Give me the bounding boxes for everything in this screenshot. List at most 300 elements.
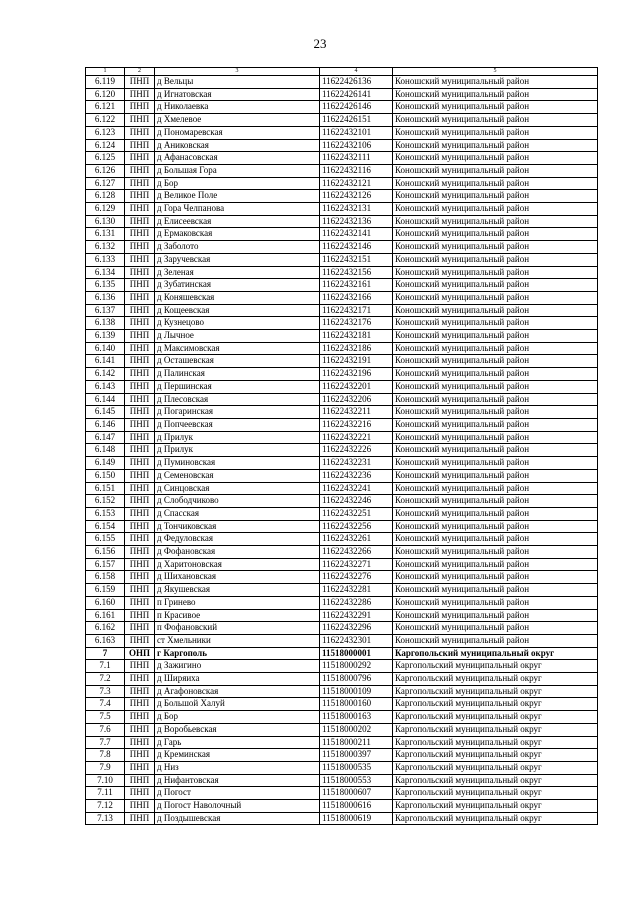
municipality-name: Каргопольский муниципальный округ	[393, 660, 598, 673]
oktmo-code: 11518000535	[320, 761, 393, 774]
row-number: 6.161	[86, 609, 125, 622]
municipality-name: Каргопольский муниципальный округ	[393, 749, 598, 762]
municipality-name: Коношский муниципальный район	[393, 317, 598, 330]
column-number: 2	[125, 68, 155, 76]
municipality-name: Коношский муниципальный район	[393, 126, 598, 139]
oktmo-code: 11518000211	[320, 736, 393, 749]
settlement-type: ПНП	[125, 520, 155, 533]
settlement-type: ПНП	[125, 596, 155, 609]
municipality-name: Коношский муниципальный район	[393, 622, 598, 635]
settlement-name: п Красивое	[155, 609, 320, 622]
settlement-type: ПНП	[125, 622, 155, 635]
settlement-type: ПНП	[125, 800, 155, 813]
oktmo-code: 11622432291	[320, 609, 393, 622]
oktmo-code: 11622432136	[320, 215, 393, 228]
row-number: 6.126	[86, 164, 125, 177]
table-row	[86, 507, 598, 520]
settlement-name: д Синцовская	[155, 482, 320, 495]
table-row	[86, 203, 598, 216]
settlement-name: д Плесовская	[155, 393, 320, 406]
settlement-name: д Низ	[155, 761, 320, 774]
settlement-name: д Заручевская	[155, 253, 320, 266]
municipality-name: Коношский муниципальный район	[393, 444, 598, 457]
settlement-name: д Игнатовская	[155, 88, 320, 101]
settlement-name: д Заболото	[155, 241, 320, 254]
settlement-type: ПНП	[125, 266, 155, 279]
settlement-type: ОНП	[125, 647, 155, 660]
row-number: 7	[86, 647, 125, 660]
settlement-name: д Афанасовская	[155, 152, 320, 165]
settlement-type: ПНП	[125, 342, 155, 355]
settlement-name: д Хмелевое	[155, 114, 320, 127]
municipality-name: Коношский муниципальный район	[393, 152, 598, 165]
settlement-name: д Першинская	[155, 380, 320, 393]
municipality-name: Коношский муниципальный район	[393, 291, 598, 304]
row-number: 6.149	[86, 457, 125, 470]
settlement-name: д Осташевская	[155, 355, 320, 368]
settlement-type: ПНП	[125, 711, 155, 724]
row-number: 6.157	[86, 558, 125, 571]
table-row	[86, 444, 598, 457]
oktmo-code: 11622432286	[320, 596, 393, 609]
municipality-name: Коношский муниципальный район	[393, 571, 598, 584]
settlement-name: д Воробьевская	[155, 723, 320, 736]
table-row	[86, 253, 598, 266]
table-row	[86, 266, 598, 279]
settlement-name: д Гарь	[155, 736, 320, 749]
municipality-name: Коношский муниципальный район	[393, 304, 598, 317]
settlement-type: ПНП	[125, 330, 155, 343]
settlement-name: д Нифантовская	[155, 774, 320, 787]
row-number: 6.155	[86, 533, 125, 546]
municipality-name: Каргопольский муниципальный округ	[393, 647, 598, 660]
oktmo-code: 11622432216	[320, 418, 393, 431]
table-row	[86, 609, 598, 622]
table-row	[86, 368, 598, 381]
municipality-name: Коношский муниципальный район	[393, 482, 598, 495]
row-number: 7.12	[86, 800, 125, 813]
row-number: 7.7	[86, 736, 125, 749]
table-row	[86, 76, 598, 89]
table-row	[86, 291, 598, 304]
row-number: 6.132	[86, 241, 125, 254]
settlement-name: п Гринево	[155, 596, 320, 609]
settlement-name: д Погаринская	[155, 406, 320, 419]
row-number: 6.137	[86, 304, 125, 317]
settlement-name: д Погост	[155, 787, 320, 800]
settlement-name: д Гора Челпанова	[155, 203, 320, 216]
municipality-name: Коношский муниципальный район	[393, 164, 598, 177]
settlement-name: д Слободчиково	[155, 495, 320, 508]
settlement-type: ПНП	[125, 482, 155, 495]
row-number: 6.129	[86, 203, 125, 216]
settlement-type: ПНП	[125, 736, 155, 749]
table-row	[86, 482, 598, 495]
municipality-name: Коношский муниципальный район	[393, 457, 598, 470]
settlement-type: ПНП	[125, 164, 155, 177]
row-number: 6.160	[86, 596, 125, 609]
row-number: 6.145	[86, 406, 125, 419]
municipality-name: Коношский муниципальный район	[393, 546, 598, 559]
municipality-name: Коношский муниципальный район	[393, 330, 598, 343]
oktmo-code: 11622426146	[320, 101, 393, 114]
table-row	[86, 126, 598, 139]
row-number: 6.139	[86, 330, 125, 343]
table-row	[86, 800, 598, 813]
settlement-type: ПНП	[125, 88, 155, 101]
settlement-name: д Великое Поле	[155, 190, 320, 203]
settlement-name: д Креминская	[155, 749, 320, 762]
table-row	[86, 114, 598, 127]
table-row	[86, 495, 598, 508]
settlements-table	[85, 67, 598, 825]
row-number: 6.119	[86, 76, 125, 89]
municipality-name: Каргопольский муниципальный округ	[393, 812, 598, 825]
settlement-name: д Фофановская	[155, 546, 320, 559]
row-number: 6.135	[86, 279, 125, 292]
oktmo-code: 11622432141	[320, 228, 393, 241]
table-row	[86, 241, 598, 254]
settlement-type: ПНП	[125, 406, 155, 419]
row-number: 6.130	[86, 215, 125, 228]
oktmo-code: 11622432161	[320, 279, 393, 292]
oktmo-code: 11622432126	[320, 190, 393, 203]
settlement-type: ПНП	[125, 114, 155, 127]
settlement-name: д Шихановская	[155, 571, 320, 584]
row-number: 7.10	[86, 774, 125, 787]
settlement-name: д Николаевка	[155, 101, 320, 114]
column-numbers-row	[86, 68, 598, 76]
column-number: 3	[155, 68, 320, 76]
oktmo-code: 11622432231	[320, 457, 393, 470]
settlement-name: д Вельцы	[155, 76, 320, 89]
column-number: 5	[393, 68, 598, 76]
municipality-name: Коношский муниципальный район	[393, 355, 598, 368]
row-number: 6.123	[86, 126, 125, 139]
oktmo-code: 11622432206	[320, 393, 393, 406]
oktmo-code: 11518000109	[320, 685, 393, 698]
settlement-name: д Максимовская	[155, 342, 320, 355]
settlement-name: д Большая Гора	[155, 164, 320, 177]
settlement-name: д Ширяиха	[155, 673, 320, 686]
oktmo-code: 11518000001	[320, 647, 393, 660]
municipality-name: Коношский муниципальный район	[393, 241, 598, 254]
settlement-name: д Зеленая	[155, 266, 320, 279]
oktmo-code: 11518000553	[320, 774, 393, 787]
municipality-name: Коношский муниципальный район	[393, 177, 598, 190]
oktmo-code: 11622432191	[320, 355, 393, 368]
row-number: 6.125	[86, 152, 125, 165]
table-row	[86, 418, 598, 431]
oktmo-code: 11518000619	[320, 812, 393, 825]
settlement-name: д Ермаковская	[155, 228, 320, 241]
municipality-name: Каргопольский муниципальный округ	[393, 673, 598, 686]
municipality-name: Коношский муниципальный район	[393, 634, 598, 647]
table-row	[86, 190, 598, 203]
municipality-name: Коношский муниципальный район	[393, 368, 598, 381]
settlement-type: ПНП	[125, 279, 155, 292]
table-body	[86, 68, 598, 825]
settlement-name: д Большой Халуй	[155, 698, 320, 711]
municipality-name: Каргопольский муниципальный округ	[393, 711, 598, 724]
municipality-name: Каргопольский муниципальный округ	[393, 736, 598, 749]
table-row	[86, 622, 598, 635]
column-number: 4	[320, 68, 393, 76]
column-number: 1	[86, 68, 125, 76]
row-number: 7.2	[86, 673, 125, 686]
table-row	[86, 736, 598, 749]
oktmo-code: 11622432201	[320, 380, 393, 393]
oktmo-code: 11622432186	[320, 342, 393, 355]
municipality-name: Коношский муниципальный район	[393, 88, 598, 101]
row-number: 6.131	[86, 228, 125, 241]
settlement-type: ПНП	[125, 76, 155, 89]
settlement-type: ПНП	[125, 393, 155, 406]
table-row	[86, 177, 598, 190]
settlement-type: ПНП	[125, 380, 155, 393]
settlement-type: ПНП	[125, 558, 155, 571]
settlement-type: ПНП	[125, 355, 155, 368]
municipality-name: Коношский муниципальный район	[393, 228, 598, 241]
table-row	[86, 355, 598, 368]
table-row	[86, 457, 598, 470]
settlement-type: ПНП	[125, 507, 155, 520]
municipality-name: Коношский муниципальный район	[393, 393, 598, 406]
settlement-type: ПНП	[125, 761, 155, 774]
oktmo-code: 11622432221	[320, 431, 393, 444]
settlement-type: ПНП	[125, 457, 155, 470]
settlement-type: ПНП	[125, 101, 155, 114]
oktmo-code: 11622432281	[320, 584, 393, 597]
settlement-type: ПНП	[125, 698, 155, 711]
row-number: 6.148	[86, 444, 125, 457]
table-row	[86, 215, 598, 228]
settlement-name: п Фофановский	[155, 622, 320, 635]
municipality-name: Коношский муниципальный район	[393, 469, 598, 482]
table-row	[86, 431, 598, 444]
settlement-name: д Аниковская	[155, 139, 320, 152]
oktmo-code: 11622432301	[320, 634, 393, 647]
table-row	[86, 533, 598, 546]
row-number: 6.134	[86, 266, 125, 279]
table-row	[86, 304, 598, 317]
municipality-name: Каргопольский муниципальный округ	[393, 698, 598, 711]
row-number: 6.152	[86, 495, 125, 508]
settlement-type: ПНП	[125, 533, 155, 546]
row-number: 6.163	[86, 634, 125, 647]
municipality-name: Коношский муниципальный район	[393, 609, 598, 622]
oktmo-code: 11622432151	[320, 253, 393, 266]
table-row	[86, 647, 598, 660]
settlement-type: ПНП	[125, 241, 155, 254]
settlement-name: д Кузнецово	[155, 317, 320, 330]
oktmo-code: 11518000607	[320, 787, 393, 800]
oktmo-code: 11622426141	[320, 88, 393, 101]
municipality-name: Коношский муниципальный район	[393, 215, 598, 228]
settlement-name: д Зажигино	[155, 660, 320, 673]
municipality-name: Коношский муниципальный район	[393, 266, 598, 279]
oktmo-code: 11622432131	[320, 203, 393, 216]
table-row	[86, 673, 598, 686]
oktmo-code: 11622432271	[320, 558, 393, 571]
row-number: 6.121	[86, 101, 125, 114]
table-row	[86, 101, 598, 114]
settlement-type: ПНП	[125, 673, 155, 686]
settlement-name: д Палинская	[155, 368, 320, 381]
table-row	[86, 139, 598, 152]
row-number: 6.122	[86, 114, 125, 127]
oktmo-code: 11622432256	[320, 520, 393, 533]
municipality-name: Каргопольский муниципальный округ	[393, 774, 598, 787]
municipality-name: Коношский муниципальный район	[393, 253, 598, 266]
oktmo-code: 11518000397	[320, 749, 393, 762]
oktmo-code: 11622432156	[320, 266, 393, 279]
settlement-name: д Федуловская	[155, 533, 320, 546]
oktmo-code: 11622432211	[320, 406, 393, 419]
settlement-type: ПНП	[125, 749, 155, 762]
row-number: 6.136	[86, 291, 125, 304]
oktmo-code: 11622426136	[320, 76, 393, 89]
settlement-type: ПНП	[125, 317, 155, 330]
row-number: 6.143	[86, 380, 125, 393]
row-number: 6.133	[86, 253, 125, 266]
oktmo-code: 11622432246	[320, 495, 393, 508]
row-number: 7.8	[86, 749, 125, 762]
oktmo-code: 11622432171	[320, 304, 393, 317]
row-number: 6.153	[86, 507, 125, 520]
table-row	[86, 393, 598, 406]
settlement-name: д Пономаревская	[155, 126, 320, 139]
table-row	[86, 342, 598, 355]
row-number: 6.151	[86, 482, 125, 495]
settlement-type: ПНП	[125, 190, 155, 203]
municipality-name: Коношский муниципальный район	[393, 418, 598, 431]
municipality-name: Каргопольский муниципальный округ	[393, 761, 598, 774]
oktmo-code: 11622432106	[320, 139, 393, 152]
settlement-type: ПНП	[125, 774, 155, 787]
municipality-name: Коношский муниципальный район	[393, 203, 598, 216]
municipality-name: Коношский муниципальный район	[393, 279, 598, 292]
oktmo-code: 11518000160	[320, 698, 393, 711]
settlement-name: ст Хмельники	[155, 634, 320, 647]
row-number: 7.5	[86, 711, 125, 724]
settlement-type: ПНП	[125, 152, 155, 165]
settlement-type: ПНП	[125, 203, 155, 216]
table-row	[86, 469, 598, 482]
municipality-name: Коношский муниципальный район	[393, 520, 598, 533]
row-number: 6.150	[86, 469, 125, 482]
table-row	[86, 317, 598, 330]
municipality-name: Каргопольский муниципальный округ	[393, 800, 598, 813]
municipality-name: Коношский муниципальный район	[393, 114, 598, 127]
oktmo-code: 11518000616	[320, 800, 393, 813]
row-number: 6.127	[86, 177, 125, 190]
municipality-name: Коношский муниципальный район	[393, 76, 598, 89]
table-row	[86, 685, 598, 698]
oktmo-code: 11622432261	[320, 533, 393, 546]
settlement-type: ПНП	[125, 546, 155, 559]
row-number: 6.156	[86, 546, 125, 559]
settlement-name: д Бор	[155, 177, 320, 190]
settlement-name: д Кощеевская	[155, 304, 320, 317]
settlement-name: д Зубатинская	[155, 279, 320, 292]
settlement-type: ПНП	[125, 215, 155, 228]
settlement-name: д Поздышевская	[155, 812, 320, 825]
oktmo-code: 11622432241	[320, 482, 393, 495]
settlement-type: ПНП	[125, 469, 155, 482]
oktmo-code: 11518000796	[320, 673, 393, 686]
oktmo-code: 11622432276	[320, 571, 393, 584]
municipality-name: Коношский муниципальный район	[393, 139, 598, 152]
settlement-type: ПНП	[125, 660, 155, 673]
table-row	[86, 88, 598, 101]
settlement-type: ПНП	[125, 787, 155, 800]
municipality-name: Каргопольский муниципальный округ	[393, 787, 598, 800]
table-row	[86, 711, 598, 724]
settlement-name: д Тончиковская	[155, 520, 320, 533]
settlement-name: д Пуминовская	[155, 457, 320, 470]
settlement-name: д Якушевская	[155, 584, 320, 597]
oktmo-code: 11622432296	[320, 622, 393, 635]
settlement-type: ПНП	[125, 495, 155, 508]
table-row	[86, 634, 598, 647]
table-row	[86, 749, 598, 762]
settlement-name: д Спасская	[155, 507, 320, 520]
row-number: 7.4	[86, 698, 125, 711]
table-row	[86, 279, 598, 292]
table-row	[86, 571, 598, 584]
oktmo-code: 11622432181	[320, 330, 393, 343]
row-number: 7.3	[86, 685, 125, 698]
municipality-name: Коношский муниципальный район	[393, 101, 598, 114]
table-row	[86, 584, 598, 597]
table-row	[86, 546, 598, 559]
table-row	[86, 723, 598, 736]
settlement-name: д Попчеевская	[155, 418, 320, 431]
row-number: 6.154	[86, 520, 125, 533]
municipality-name: Коношский муниципальный район	[393, 596, 598, 609]
oktmo-code: 11518000163	[320, 711, 393, 724]
municipality-name: Каргопольский муниципальный округ	[393, 723, 598, 736]
settlement-type: ПНП	[125, 571, 155, 584]
table-row	[86, 787, 598, 800]
settlement-type: ПНП	[125, 609, 155, 622]
settlement-name: д Погост Наволочный	[155, 800, 320, 813]
row-number: 6.128	[86, 190, 125, 203]
oktmo-code: 11622432196	[320, 368, 393, 381]
settlement-name: д Бор	[155, 711, 320, 724]
row-number: 6.146	[86, 418, 125, 431]
municipality-name: Коношский муниципальный район	[393, 507, 598, 520]
settlement-type: ПНП	[125, 723, 155, 736]
row-number: 7.13	[86, 812, 125, 825]
oktmo-code: 11622432166	[320, 291, 393, 304]
row-number: 6.158	[86, 571, 125, 584]
settlement-type: ПНП	[125, 634, 155, 647]
page-number: 23	[313, 36, 327, 51]
settlement-name: д Семеновская	[155, 469, 320, 482]
table-row	[86, 812, 598, 825]
municipality-name: Коношский муниципальный район	[393, 380, 598, 393]
settlement-type: ПНП	[125, 444, 155, 457]
row-number: 6.140	[86, 342, 125, 355]
oktmo-code: 11622432111	[320, 152, 393, 165]
oktmo-code: 11518000292	[320, 660, 393, 673]
row-number: 6.142	[86, 368, 125, 381]
settlement-type: ПНП	[125, 126, 155, 139]
table-row	[86, 380, 598, 393]
municipality-name: Коношский муниципальный район	[393, 190, 598, 203]
